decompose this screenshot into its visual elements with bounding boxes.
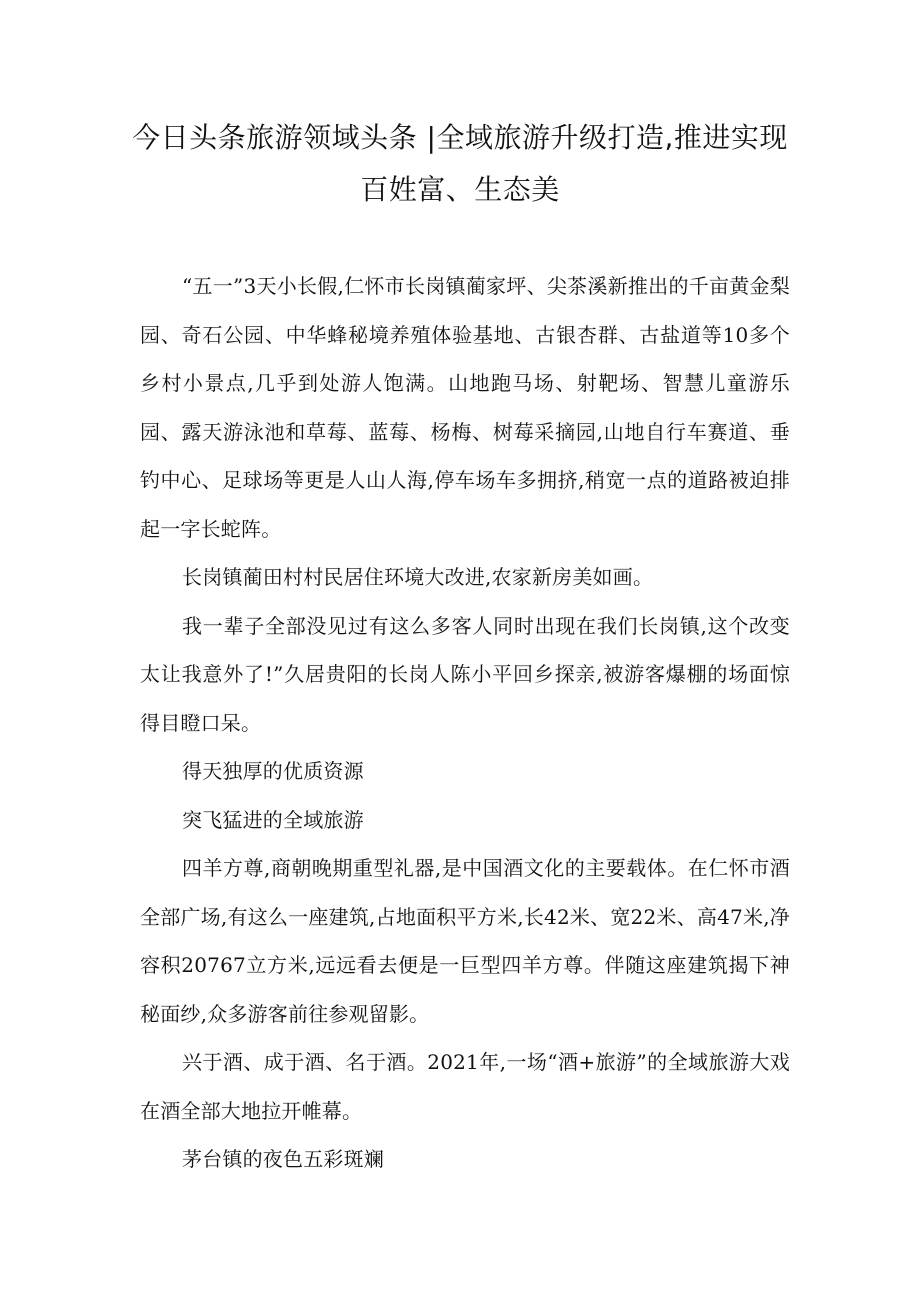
- paragraph-maotai-night: 茅台镇的夜色五彩斑斓: [182, 1147, 384, 1171]
- section-heading-tourism: 突飞猛进的全域旅游: [182, 807, 364, 832]
- paragraph-resident-quote: 我一辈子全部没见过有这么多客人同时出现在我们长岗镇,这个改变太让我意外了!”久居贵阳的长岗人陈小平回乡探亲,被游客爆棚的场面惊得目瞪口呆。: [140, 613, 790, 735]
- paragraph-wuyi-holiday: “五一”3天小长假,仁怀市长岗镇蔺家坪、尖茶溪新推出的千亩黄金梨园、奇石公园、中华蜂秘境养殖体验基地、古银杏群、古盐道等10多个乡村小景点,几乎到处游人饱满。山地跑马场、射靶场、智慧儿童游乐园、露天游泳池和草莓、蓝莓、杨梅、树莓采摘园,山地自行车赛道、垂钓中心、足球场等更是人山人海,停车场车多拥挤,稍宽一点的道路被迫排起一字长蛇阵。: [140, 274, 790, 541]
- paragraph-four-goat-zun: 四羊方尊,商朝晚期重型礼器,是中国酒文化的主要载体。在仁怀市酒全部广场,有这么一座建筑,占地面积平方米,长42米、宽22米、高47米,净容积20767立方米,远远看去便是一巨型四羊方尊。伴随这座建筑揭下神秘面纱,众多游客前往参观留影。: [140, 856, 790, 1026]
- document-title: 今日头条旅游领域头条 |全域旅游升级打造,推进实现百姓富、生态美: [132, 121, 788, 206]
- document-body: [140, 262, 790, 1184]
- section-heading-resources: 得天独厚的优质资源: [182, 759, 364, 783]
- paragraph-wine-tourism: 兴于酒、成于酒、名于酒。2021年,一场“酒+旅游”的全域旅游大戏在酒全部大地拉开帷幕。: [140, 1050, 790, 1123]
- paragraph-village-environment: 长岗镇蔺田村村民居住环境大改进,农家新房美如画。: [182, 565, 654, 589]
